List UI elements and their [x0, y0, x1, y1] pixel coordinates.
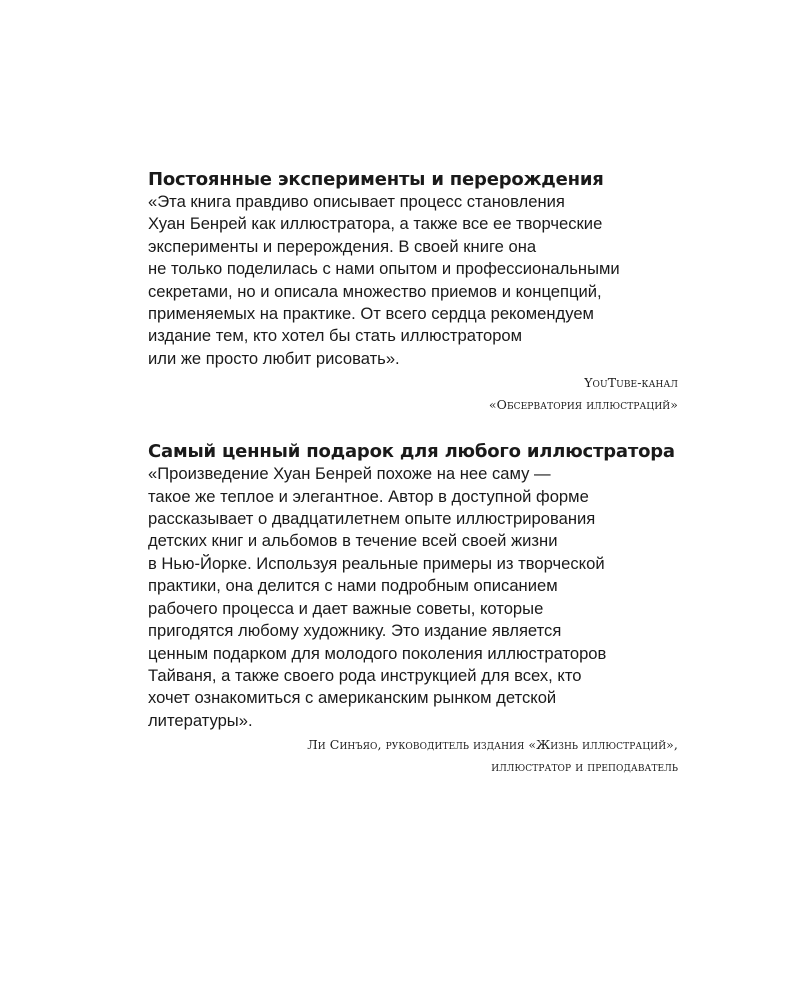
review-block-2 — [148, 440, 678, 778]
section-title: Самый ценный подарок для любого иллюстратора — [148, 441, 675, 463]
review-quote: «Эта книга правдиво описывает процесс становления Хуан Бенрей как иллюстратора, а также все ее творческие эксперименты и перерождения. В своей книге она не только поделилась с нами опытом и профессиональными секретами, но и описала множество приемов и концепций, применяемых на практике. От всего сердца рекомендуем издание тем, кто хотел бы стать иллюстратором или же просто любит рисовать». — [148, 192, 620, 368]
review-quote: «Произведение Хуан Бенрей похоже на нее саму — такое же теплое и элегантное. Автор в доступной форме рассказывает о двадцатилетнем опыте иллюстрирования детских книг и альбомов в течение всей своей жизни в Нью-Йорке. Используя реальные примеры из творческой практики, она делится с нами подробным описанием рабочего процесса и дает важные советы, которые пригодятся любому художнику. Это издание является ценным подарком для молодого поколения иллюстраторов Тайваня, а также своего рода инструкцией для всех, кто хочет ознакомиться с американским рынком детской литературы». — [148, 464, 607, 730]
page-content — [148, 168, 678, 778]
review-attribution: YouTube-канал «Обсерватория иллюстраций» — [488, 375, 678, 413]
section-title: Постоянные эксперименты и перерождения — [148, 169, 604, 190]
review-block-1 — [148, 168, 678, 416]
review-attribution: Ли Синъяо, руководитель издания «Жизнь иллюстраций», иллюстратор и преподаватель — [307, 737, 678, 775]
